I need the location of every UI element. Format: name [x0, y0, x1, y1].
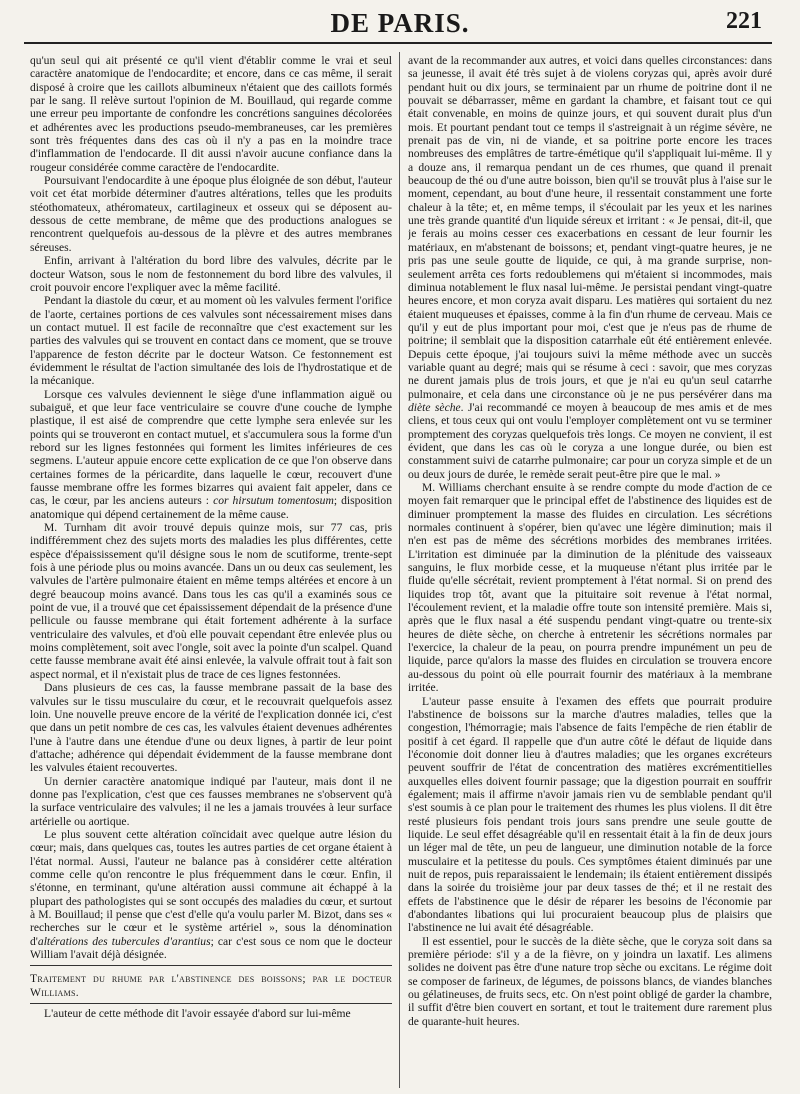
latin-term: cor hirsutum tomentosum	[213, 494, 334, 508]
paragraph	[30, 388, 392, 521]
section-rule	[30, 1003, 392, 1004]
paragraph	[408, 54, 772, 481]
right-column	[408, 54, 772, 1088]
page-title: DE PARIS.	[330, 8, 470, 38]
paragraph: Un dernier caractère anatomique indiqué par l'auteur, mais dont il ne donne pas l'explication, c'est que ces fausses membranes ne s'observent qu'à la surface ventriculaire des valvules; il ne les a jamais trouvées à leur surface artérielle ou aortique.	[30, 774, 392, 828]
left-column	[30, 54, 392, 1088]
paragraph: Dans plusieurs de ces cas, la fausse membrane passait de la base des valvules sur le tissu musculaire du cœur, et le recouvrait quelquefois assez loin. Une nouvelle preuve encore de la vérité de l'explication donnée ici, c'est que dans un petit nombre de ces cas, les valvules étaient devenues adhérentes l'une à l'autre dans une étendue d'une ou deux lignes, à partir de leur point d'attache; adhérence qui dépendait évidemment de la fausse membrane dont les valvules étaient recouvertes.	[30, 681, 392, 775]
paragraph-text: ; car c'est sous ce nom que le docteur William l'avait déjà désignée.	[30, 934, 392, 962]
column-divider	[399, 52, 400, 1088]
italic-term: diète sèche	[408, 400, 461, 414]
paragraph-text: Lorsque ces valvules deviennent le siège d'une inflammation aiguë ou subaiguë, et que leur face ventriculaire se couvre d'une couche de lymphe plastique, il est aisé de comprendre que cette lymphe sera enlevée sur les points qui se trouveront en contact mutuel, et s'accumulera sous la forme d'un rebord sur les lignes festonnées qui forment les limites inférieures de ces segmens. L'auteur appuie encore cette explication de ce que l'on observe dans certaines formes de la péricardite, dans laquelle le cœur, recouvert d'une fausse membrane offre les formes bizarres qui avaient fait appeler, dans ce cas, le cœur, par les anciens auteurs :	[30, 387, 392, 508]
paragraph: L'auteur de cette méthode dit l'avoir essayée d'abord sur lui-même	[44, 1007, 351, 1021]
paragraph: M. Williams cherchant ensuite à se rendre compte du mode d'action de ce moyen fait remarquer que le principal effet de l'abstinence des liquides est de diminuer promptement la masse des fluides en circulation. Les sécrétions normales continuent à s'opérer, bien qu'avec une légère diminution; mais il n'en est pas de même des sécrétions morbides des membranes irritées. L'irritation est diminuée par la diminution de la plénitude des vaisseaux sanguins, le flux morbide cesse, et la muqueuse n'étant plus irritée par le fluide qu'elle sécrétait, revient promptement à l'état normal. Si on prend des liquides trop tôt, avant que la pituitaire soit revenue à l'état normal, l'écoulement revient, et la maladie offre toute son intensité première. Mais si, après que le flux nasal a été suspendu pendant vingt-quatre ou trente-six heures de diète sèche, on cherche à entretenir les sécrétions normales par l'exercice, la chaleur de la peau, on pourra prendre impunément un peu de liquide, parce qu'alors la masse des fluides en circulation se trouvera encore au-dessous du point où elle pourrait fournir des matériaux à la membrane irritée.	[408, 481, 772, 695]
section-rule	[30, 965, 392, 966]
paragraph: Pendant la diastole du cœur, et au moment où les valvules ferment l'orifice de l'aorte, certaines portions de ces valvules sont nécessairement mises dans un contact mutuel. Il est facile de reconnaître que c'est exactement sur les parties des valvules qui se trouvent en contact dans ce moment, que se trouve l'apparence de feston décrite par le docteur Watson. Ce festonnement est évidemment le résultat de l'action simultanée des lois de l'hydrostatique et de la mécanique.	[30, 294, 392, 388]
section-heading: Traitement du rhume par l'abstinence des boissons; par le docteur Williams.	[30, 972, 392, 999]
paragraph: Poursuivant l'endocardite à une époque plus éloignée de son début, l'auteur voit cet état morbide déterminer d'autres altérations, telles que les produits stéothomateux, athéromateux, cartilagineux et osseux qui se déposent au-dessous de cette membrane, de même que des productions analogues se rencontrent quelquefois au-dessous de la plèvre et des autres membranes séreuses.	[30, 174, 392, 254]
paragraph-text: Le plus souvent cette altération coïncidait avec quelque autre lésion du cœur; mais, dans quelques cas, toutes les autres parties de cet organe étaient à l'état normal. Aussi, l'auteur ne balance pas à considérer cette altération comme celle qu'on rencontre le plus fréquemment dans le cœur. Enfin, il s'étonne, en terminant, qu'une altération aussi commune ait échappé à la plupart des pathologistes qui se sont occupés des maladies du cœur, et surtout à M. Bouillaud; il pense que c'est d'elle qu'a voulu parler M. Bizot, dans ses « recherches sur le cœur et le système artériel », sous la dénomination d'	[30, 827, 392, 948]
paragraph: Enfin, arrivant à l'altération du bord libre des valvules, décrite par le docteur Watson, sous le nom de festonnement du bord libre des valvules, il croit pouvoir encore l'expliquer avec la même facilité.	[30, 254, 392, 294]
page-number: 221	[726, 8, 762, 34]
paragraph: Il est essentiel, pour le succès de la diète sèche, que le coryza soit dans sa première période: s'il y a de la fièvre, on y joindra un laxatif. Les alimens solides ne doivent pas être d'une nature trop sèche ou excitans. Le régime doit se composer de farineux, de légumes, de poissons blancs, de viandes blanches ou gélatineuses, de fruits secs, etc. On n'est point obligé de garder la chambre, il suffit d'être bien couvert en sortant, et tout le traitement dure rarement plus de quarante-huit heures.	[408, 934, 772, 1028]
italic-term: altérations des tubercules d'arantius	[37, 934, 211, 948]
paragraph-text: . J'ai recommandé ce moyen à beaucoup de mes amis et de mes cliens, et tous ceux qui ont voulu l'employer complètement ont vu se terminer promptement des coryzas quelquefois très longs. Ce moyen ne convient, il est évident, que dans les cas où le coryza a une longue durée, ou bien est constamment suivi de catarrhe pulmonaire; car pour un coryza simple et de un ou deux jours de durée, le remède serait peut-être pire que le mal. »	[408, 400, 772, 481]
paragraph-text: avant de la recommander aux autres, et voici dans quelles circonstances: dans sa jeunesse, il avait été très sujet à de violens coryzas qui, après avoir duré pendant huit ou dix jours, se terminaient par un rhume de poitrine dont il ne pouvait se débarrasser, même en gardant la chambre, et faisant tout ce qui était convenable, en moins de quinze jours, et qui souvent durait plus d'un mois. Et pourtant pendant tout ce temps il s'astreignait à un régime sévère, ne prenait pas de vin, ni de viande, et sa poitrine porte encore les traces nombreuses des emplâtres de tartre-émétique qu'il s'appliquait lui-même. Il y a douze ans, il remarqua pendant un de ces rhumes, que quand il prenait beaucoup de thé ou d'une autre boisson, bien qu'il se trouvât plus à l'aise sur le moment, cependant, au bout d'une heure, il ressentait constamment une forte chaleur à la tête; et, en même temps, il s'écoulait par les yeux et les narines une très grande quantité d'un liquide séreux et irritant : « Je pensai, dit-il, que je ferais au moins cesser ces exacerbations en cessant de leur fournir les matériaux, en m'abstenant de boissons; et, pendant vingt-quatre heures, je ne pris pas une seule goutte de liquide, ce qui, à ma grande surprise, non-seulement arrêta ces forts redoublemens qui m'étaient si incommodes, mais diminua notablement le flux nasal lui-même. Je persistai pendant vingt-quatre heures encore, et mon coryza avait disparu. Les matières qui sortaient du nez étaient muqueuses et épaisses, comme à la fin d'un rhume de cerveau. Mais ce qu'il y eut de plus important pour moi, c'est que je n'eus pas de rhume de poitrine; il semblait que la disposition catarrhale eût été entièrement enlevée. Depuis cette époque, j'ai toujours suivi la même méthode avec un succès variable quant au degré; mais qui se résume à ceci : savoir, que mes coryzas ne durent jamais plus de trois jours, et que je n'ai eu qu'un seul catarrhe pulmonaire, et cela dans une circonstance où je ne pus persévérer dans ma	[408, 54, 772, 401]
paragraph	[30, 828, 392, 961]
paragraph: L'auteur passe ensuite à l'examen des effets que pourrait produire l'abstinence de boissons sur la marche d'autres maladies, telles que la congestion, l'hémorragie; mais l'absence de faits l'empêche de rien établir de positif à cet égard. Il rappelle que d'un autre côté le défaut de liquide dans l'économie doit donner lieu à d'autres maladies; que les organes excréteurs peuvent souffrir de l'état de concentration des matières excrémentitielles auxquelles elles doivent fournir passage; que la digestion pourrait en souffrir également; mais il affirme n'avoir jamais rien vu de semblable pendant qu'il s'est soumis à ce plan pour le traitement des rhumes les plus violens. Il dit être resté plusieurs fois pendant trois jours sans prendre une seule goutte de liquide. Le seul effet désagréable qu'il en ressentait était à la fin de deux jours un léger mal de tête, un peu de langueur, une diminution notable de la force musculaire et la petitesse du pouls. Ces symptômes étaient diminués par une nuit de repos, puis reparaissaient le lendemain; ils étaient entièrement dissipés dans la soirée du troisième jour par deux tasses de thé; et il ne restait des effets de l'abstinence que le désir de réparer les besoins de l'économie par d'abondantes libations qui lui procuraient beaucoup plus de plaisirs que l'abstinence ne lui avait été désagréable.	[408, 694, 772, 935]
page-header	[0, 0, 800, 44]
header-rule	[24, 42, 772, 44]
paragraph: M. Turnham dit avoir trouvé depuis quinze mois, sur 77 cas, pris indifféremment chez des sujets morts des maladies les plus différentes, cette espèce d'épaississement qu'il désigne sous le nom de scutiforme, trente-sept fois à une période plus ou moins avancée. Dans un ou deux cas seulement, les valvules de l'artère pulmonaire étaient en même temps altérées et encore à un degré beaucoup moins avancé. Dans tous les cas qu'il a examinés sous ce point de vue, il a trouvé que cet épaississement dépendait de la présence d'une pellicule ou fausse membrane qui était fortement adhérente à la surface ventriculaire des valvules, et d'où elle pouvait cependant être enlevée plus ou moins complètement, soit avec l'ongle, soit avec la pointe d'un scalpel. Quand cette fausse membrane avait été ainsi enlevée, la valvule offrait tout à fait son aspect normal, et il n'existait plus de trace de ces lignes festonnées.	[30, 521, 392, 681]
paragraph-text: ; disposition anatomique qui dépend certainement de la même cause.	[30, 494, 392, 521]
paragraph: qu'un seul qui ait présenté ce qu'il vient d'établir comme le vrai et seul caractère anatomique de l'endocardite; et encore, dans ce cas même, il serait disposé à croire que les caillots albumineux n'étaient que des caillots formés par le sang. Il relève surtout l'opinion de M. Bouillaud, qui regarde comme une erreur peu importante de confondre les concrétions sanguines décolorées et adhérentes avec les productions pseudo-membraneuses, car les premières sont très fréquentes dans des cas où il n'y a pas en la moindre trace d'inflammation de l'endocarde. Il dit aussi n'avoir aucune confiance dans la rougeur considérée comme caractère de l'endocardite.	[30, 54, 392, 174]
